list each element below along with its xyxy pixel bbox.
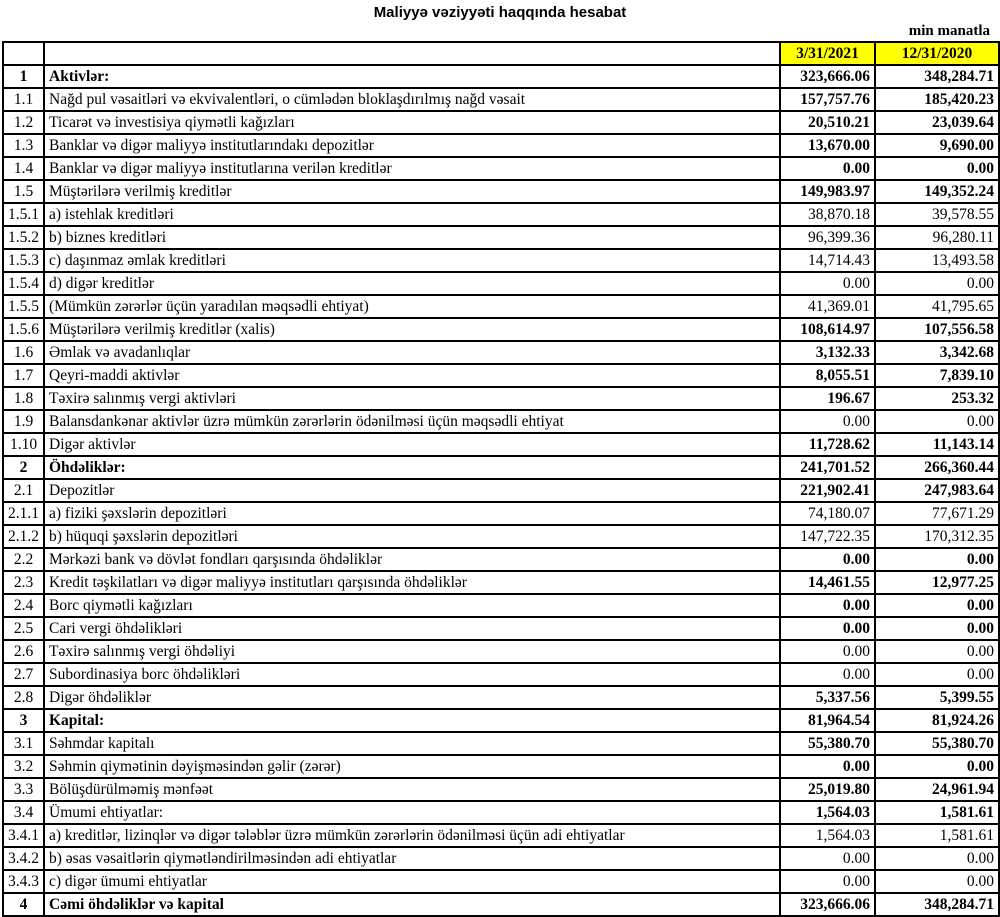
value-cell-2020: 96,280.11 bbox=[875, 226, 999, 249]
value-cell-2020: 11,143.14 bbox=[875, 433, 999, 456]
table-row bbox=[3, 88, 999, 111]
table-row bbox=[3, 456, 999, 479]
row-number-cell: 1.4 bbox=[3, 157, 44, 180]
table-row bbox=[3, 709, 999, 732]
table-row bbox=[3, 663, 999, 686]
table-row bbox=[3, 640, 999, 663]
table-row bbox=[3, 226, 999, 249]
row-number-cell: 1.1 bbox=[3, 88, 44, 111]
row-number-cell: 1.6 bbox=[3, 341, 44, 364]
value-cell-2021: 0.00 bbox=[780, 870, 875, 893]
row-number-cell: 2.3 bbox=[3, 571, 44, 594]
value-cell-2021: 11,728.62 bbox=[780, 433, 875, 456]
row-label-cell: Qeyri-maddi aktivlər bbox=[44, 364, 780, 387]
row-label-cell: Əmlak və avadanlıqlar bbox=[44, 341, 780, 364]
value-cell-2020: 24,961.94 bbox=[875, 778, 999, 801]
table-row bbox=[3, 318, 999, 341]
value-cell-2021: 20,510.21 bbox=[780, 111, 875, 134]
value-cell-2020: 9,690.00 bbox=[875, 134, 999, 157]
row-label-cell: a) fiziki şəxslərin depozitləri bbox=[44, 502, 780, 525]
value-cell-2020: 23,039.64 bbox=[875, 111, 999, 134]
value-cell-2020: 1,581.61 bbox=[875, 801, 999, 824]
value-cell-2020: 266,360.44 bbox=[875, 456, 999, 479]
row-label-cell: Digər aktivlər bbox=[44, 433, 780, 456]
value-cell-2021: 55,380.70 bbox=[780, 732, 875, 755]
value-cell-2020: 107,556.58 bbox=[875, 318, 999, 341]
value-cell-2020: 55,380.70 bbox=[875, 732, 999, 755]
value-cell-2020: 348,284.71 bbox=[875, 893, 999, 916]
value-cell-2021: 241,701.52 bbox=[780, 456, 875, 479]
value-cell-2020: 0.00 bbox=[875, 847, 999, 870]
header-date-2020: 12/31/2020 bbox=[875, 42, 999, 65]
table-row bbox=[3, 548, 999, 571]
row-label-cell: Nağd pul vəsaitləri və ekvivalentləri, o cümlədən bloklaşdırılmış nağd vəsait bbox=[44, 88, 780, 111]
unit-note: min manatla bbox=[908, 23, 990, 39]
value-cell-2020: 0.00 bbox=[875, 594, 999, 617]
table-row bbox=[3, 502, 999, 525]
value-cell-2021: 0.00 bbox=[780, 548, 875, 571]
row-number-cell: 1.8 bbox=[3, 387, 44, 410]
value-cell-2020: 81,924.26 bbox=[875, 709, 999, 732]
table-row bbox=[3, 295, 999, 318]
value-cell-2021: 0.00 bbox=[780, 640, 875, 663]
value-cell-2020: 0.00 bbox=[875, 548, 999, 571]
value-cell-2020: 0.00 bbox=[875, 410, 999, 433]
value-cell-2021: 1,564.03 bbox=[780, 801, 875, 824]
row-label-cell: Bölüşdürülməmiş mənfəət bbox=[44, 778, 780, 801]
row-label-cell: Depozitlər bbox=[44, 479, 780, 502]
table-row bbox=[3, 594, 999, 617]
page-title: Maliyyə vəziyyəti haqqında hesabat bbox=[373, 4, 627, 21]
table-row bbox=[3, 617, 999, 640]
table-header-row bbox=[3, 42, 999, 65]
row-number-cell: 2.7 bbox=[3, 663, 44, 686]
row-label-cell: c) digər ümumi ehtiyatlar bbox=[44, 870, 780, 893]
row-label-cell: Kredit təşkilatları və digər maliyyə institutları qarşısında öhdəliklər bbox=[44, 571, 780, 594]
row-number-cell: 1.7 bbox=[3, 364, 44, 387]
value-cell-2020: 12,977.25 bbox=[875, 571, 999, 594]
value-cell-2020: 77,671.29 bbox=[875, 502, 999, 525]
table-row bbox=[3, 755, 999, 778]
header-date-2021: 3/31/2021 bbox=[780, 42, 875, 65]
row-number-cell: 1.5.4 bbox=[3, 272, 44, 295]
value-cell-2020: 247,983.64 bbox=[875, 479, 999, 502]
row-number-cell: 3.4.1 bbox=[3, 824, 44, 847]
table-row bbox=[3, 571, 999, 594]
row-label-cell: Banklar və digər maliyyə institutlarındakı depozitlər bbox=[44, 134, 780, 157]
row-label-cell: Ticarət və investisiya qiymətli kağızları bbox=[44, 111, 780, 134]
value-cell-2021: 3,132.33 bbox=[780, 341, 875, 364]
value-cell-2021: 149,983.97 bbox=[780, 180, 875, 203]
table-row bbox=[3, 65, 999, 88]
row-number-cell: 2.4 bbox=[3, 594, 44, 617]
table-row bbox=[3, 364, 999, 387]
value-cell-2021: 1,564.03 bbox=[780, 824, 875, 847]
table-row bbox=[3, 157, 999, 180]
row-label-cell: Aktivlər: bbox=[44, 65, 780, 88]
financial-position-table bbox=[2, 41, 1000, 917]
row-number-cell: 3.4.2 bbox=[3, 847, 44, 870]
row-label-cell: (Mümkün zərərlər üçün yaradılan məqsədli ehtiyat) bbox=[44, 295, 780, 318]
row-label-cell: Kapital: bbox=[44, 709, 780, 732]
row-label-cell: b) əsas vəsaitlərin qiymətləndirilməsindən adi ehtiyatlar bbox=[44, 847, 780, 870]
value-cell-2021: 96,399.36 bbox=[780, 226, 875, 249]
row-label-cell: c) daşınmaz əmlak kreditləri bbox=[44, 249, 780, 272]
value-cell-2021: 0.00 bbox=[780, 272, 875, 295]
table-row bbox=[3, 203, 999, 226]
row-number-cell: 3.4.3 bbox=[3, 870, 44, 893]
row-number-cell: 1.5.5 bbox=[3, 295, 44, 318]
row-label-cell: d) digər kreditlər bbox=[44, 272, 780, 295]
row-label-cell: a) istehlak kreditləri bbox=[44, 203, 780, 226]
table-row bbox=[3, 525, 999, 548]
value-cell-2021: 0.00 bbox=[780, 594, 875, 617]
value-cell-2020: 39,578.55 bbox=[875, 203, 999, 226]
row-label-cell: Digər öhdəliklər bbox=[44, 686, 780, 709]
value-cell-2020: 0.00 bbox=[875, 663, 999, 686]
value-cell-2021: 221,902.41 bbox=[780, 479, 875, 502]
table-row bbox=[3, 272, 999, 295]
header-label-cell bbox=[44, 42, 780, 65]
row-number-cell: 1.5.3 bbox=[3, 249, 44, 272]
table-row bbox=[3, 778, 999, 801]
row-number-cell: 2.1.1 bbox=[3, 502, 44, 525]
value-cell-2020: 253.32 bbox=[875, 387, 999, 410]
table-row bbox=[3, 801, 999, 824]
row-label-cell: a) kreditlər, lizinqlər və digər tələblər üzrə mümkün zərərlərin ödənilməsi üçün adi ehtiyatlar bbox=[44, 824, 780, 847]
header-corner-cell bbox=[3, 42, 44, 65]
value-cell-2020: 0.00 bbox=[875, 617, 999, 640]
value-cell-2021: 0.00 bbox=[780, 157, 875, 180]
row-number-cell: 1.5.6 bbox=[3, 318, 44, 341]
value-cell-2020: 0.00 bbox=[875, 870, 999, 893]
row-label-cell: Təxirə salınmış vergi aktivləri bbox=[44, 387, 780, 410]
row-number-cell: 1.2 bbox=[3, 111, 44, 134]
table-row bbox=[3, 111, 999, 134]
row-number-cell: 1.10 bbox=[3, 433, 44, 456]
row-label-cell: Müştərilərə verilmiş kreditlər bbox=[44, 180, 780, 203]
value-cell-2021: 81,964.54 bbox=[780, 709, 875, 732]
row-label-cell: b) biznes kreditləri bbox=[44, 226, 780, 249]
value-cell-2021: 323,666.06 bbox=[780, 65, 875, 88]
table-row bbox=[3, 249, 999, 272]
value-cell-2020: 170,312.35 bbox=[875, 525, 999, 548]
value-cell-2021: 5,337.56 bbox=[780, 686, 875, 709]
row-number-cell: 2.8 bbox=[3, 686, 44, 709]
value-cell-2021: 108,614.97 bbox=[780, 318, 875, 341]
row-label-cell: b) hüquqi şəxslərin depozitləri bbox=[44, 525, 780, 548]
value-cell-2020: 185,420.23 bbox=[875, 88, 999, 111]
value-cell-2020: 0.00 bbox=[875, 272, 999, 295]
row-label-cell: Ümumi ehtiyatlar: bbox=[44, 801, 780, 824]
row-label-cell: Subordinasiya borc öhdəlikləri bbox=[44, 663, 780, 686]
table-row bbox=[3, 732, 999, 755]
value-cell-2021: 14,714.43 bbox=[780, 249, 875, 272]
table-row bbox=[3, 847, 999, 870]
value-cell-2021: 8,055.51 bbox=[780, 364, 875, 387]
value-cell-2021: 0.00 bbox=[780, 847, 875, 870]
row-label-cell: Cari vergi öhdəlikləri bbox=[44, 617, 780, 640]
row-label-cell: Borc qiymətli kağızları bbox=[44, 594, 780, 617]
value-cell-2021: 25,019.80 bbox=[780, 778, 875, 801]
row-number-cell: 2 bbox=[3, 456, 44, 479]
row-label-cell: Banklar və digər maliyyə institutlarına verilən kreditlər bbox=[44, 157, 780, 180]
row-label-cell: Səhmdar kapitalı bbox=[44, 732, 780, 755]
value-cell-2021: 13,670.00 bbox=[780, 134, 875, 157]
row-number-cell: 3.1 bbox=[3, 732, 44, 755]
row-number-cell: 2.1 bbox=[3, 479, 44, 502]
value-cell-2020: 1,581.61 bbox=[875, 824, 999, 847]
value-cell-2020: 3,342.68 bbox=[875, 341, 999, 364]
row-number-cell: 2.6 bbox=[3, 640, 44, 663]
row-number-cell: 1 bbox=[3, 65, 44, 88]
row-number-cell: 4 bbox=[3, 893, 44, 916]
value-cell-2021: 0.00 bbox=[780, 663, 875, 686]
row-label-cell: Balansdankənar aktivlər üzrə mümkün zərərlərin ödənilməsi üçün məqsədli ehtiyat bbox=[44, 410, 780, 433]
table-row bbox=[3, 824, 999, 847]
value-cell-2020: 149,352.24 bbox=[875, 180, 999, 203]
value-cell-2021: 147,722.35 bbox=[780, 525, 875, 548]
value-cell-2021: 41,369.01 bbox=[780, 295, 875, 318]
value-cell-2021: 38,870.18 bbox=[780, 203, 875, 226]
table-row bbox=[3, 180, 999, 203]
row-label-cell: Səhmin qiymətinin dəyişməsindən gəlir (zərər) bbox=[44, 755, 780, 778]
value-cell-2020: 41,795.65 bbox=[875, 295, 999, 318]
table-row bbox=[3, 387, 999, 410]
value-cell-2020: 7,839.10 bbox=[875, 364, 999, 387]
row-number-cell: 3.3 bbox=[3, 778, 44, 801]
row-number-cell: 1.5.1 bbox=[3, 203, 44, 226]
value-cell-2020: 0.00 bbox=[875, 157, 999, 180]
row-number-cell: 1.5 bbox=[3, 180, 44, 203]
table-row bbox=[3, 410, 999, 433]
row-label-cell: Mərkəzi bank və dövlət fondları qarşısında öhdəliklər bbox=[44, 548, 780, 571]
value-cell-2020: 13,493.58 bbox=[875, 249, 999, 272]
row-number-cell: 2.2 bbox=[3, 548, 44, 571]
row-number-cell: 1.9 bbox=[3, 410, 44, 433]
value-cell-2021: 14,461.55 bbox=[780, 571, 875, 594]
value-cell-2020: 348,284.71 bbox=[875, 65, 999, 88]
row-label-cell: Öhdəliklər: bbox=[44, 456, 780, 479]
row-number-cell: 3.2 bbox=[3, 755, 44, 778]
row-label-cell: Müştərilərə verilmiş kreditlər (xalis) bbox=[44, 318, 780, 341]
table-body bbox=[3, 65, 999, 916]
value-cell-2021: 157,757.76 bbox=[780, 88, 875, 111]
value-cell-2021: 0.00 bbox=[780, 617, 875, 640]
value-cell-2021: 74,180.07 bbox=[780, 502, 875, 525]
row-number-cell: 1.5.2 bbox=[3, 226, 44, 249]
table-row bbox=[3, 870, 999, 893]
table-row bbox=[3, 686, 999, 709]
row-label-cell: Cəmi öhdəliklər və kapital bbox=[44, 893, 780, 916]
table-row bbox=[3, 341, 999, 364]
value-cell-2021: 0.00 bbox=[780, 755, 875, 778]
value-cell-2021: 323,666.06 bbox=[780, 893, 875, 916]
value-cell-2020: 0.00 bbox=[875, 640, 999, 663]
row-number-cell: 1.3 bbox=[3, 134, 44, 157]
row-label-cell: Təxirə salınmış vergi öhdəliyi bbox=[44, 640, 780, 663]
table-row bbox=[3, 134, 999, 157]
row-number-cell: 2.5 bbox=[3, 617, 44, 640]
table-row bbox=[3, 433, 999, 456]
value-cell-2021: 196.67 bbox=[780, 387, 875, 410]
value-cell-2020: 5,399.55 bbox=[875, 686, 999, 709]
value-cell-2021: 0.00 bbox=[780, 410, 875, 433]
row-number-cell: 3.4 bbox=[3, 801, 44, 824]
table-row bbox=[3, 479, 999, 502]
row-number-cell: 2.1.2 bbox=[3, 525, 44, 548]
value-cell-2020: 0.00 bbox=[875, 755, 999, 778]
row-number-cell: 3 bbox=[3, 709, 44, 732]
